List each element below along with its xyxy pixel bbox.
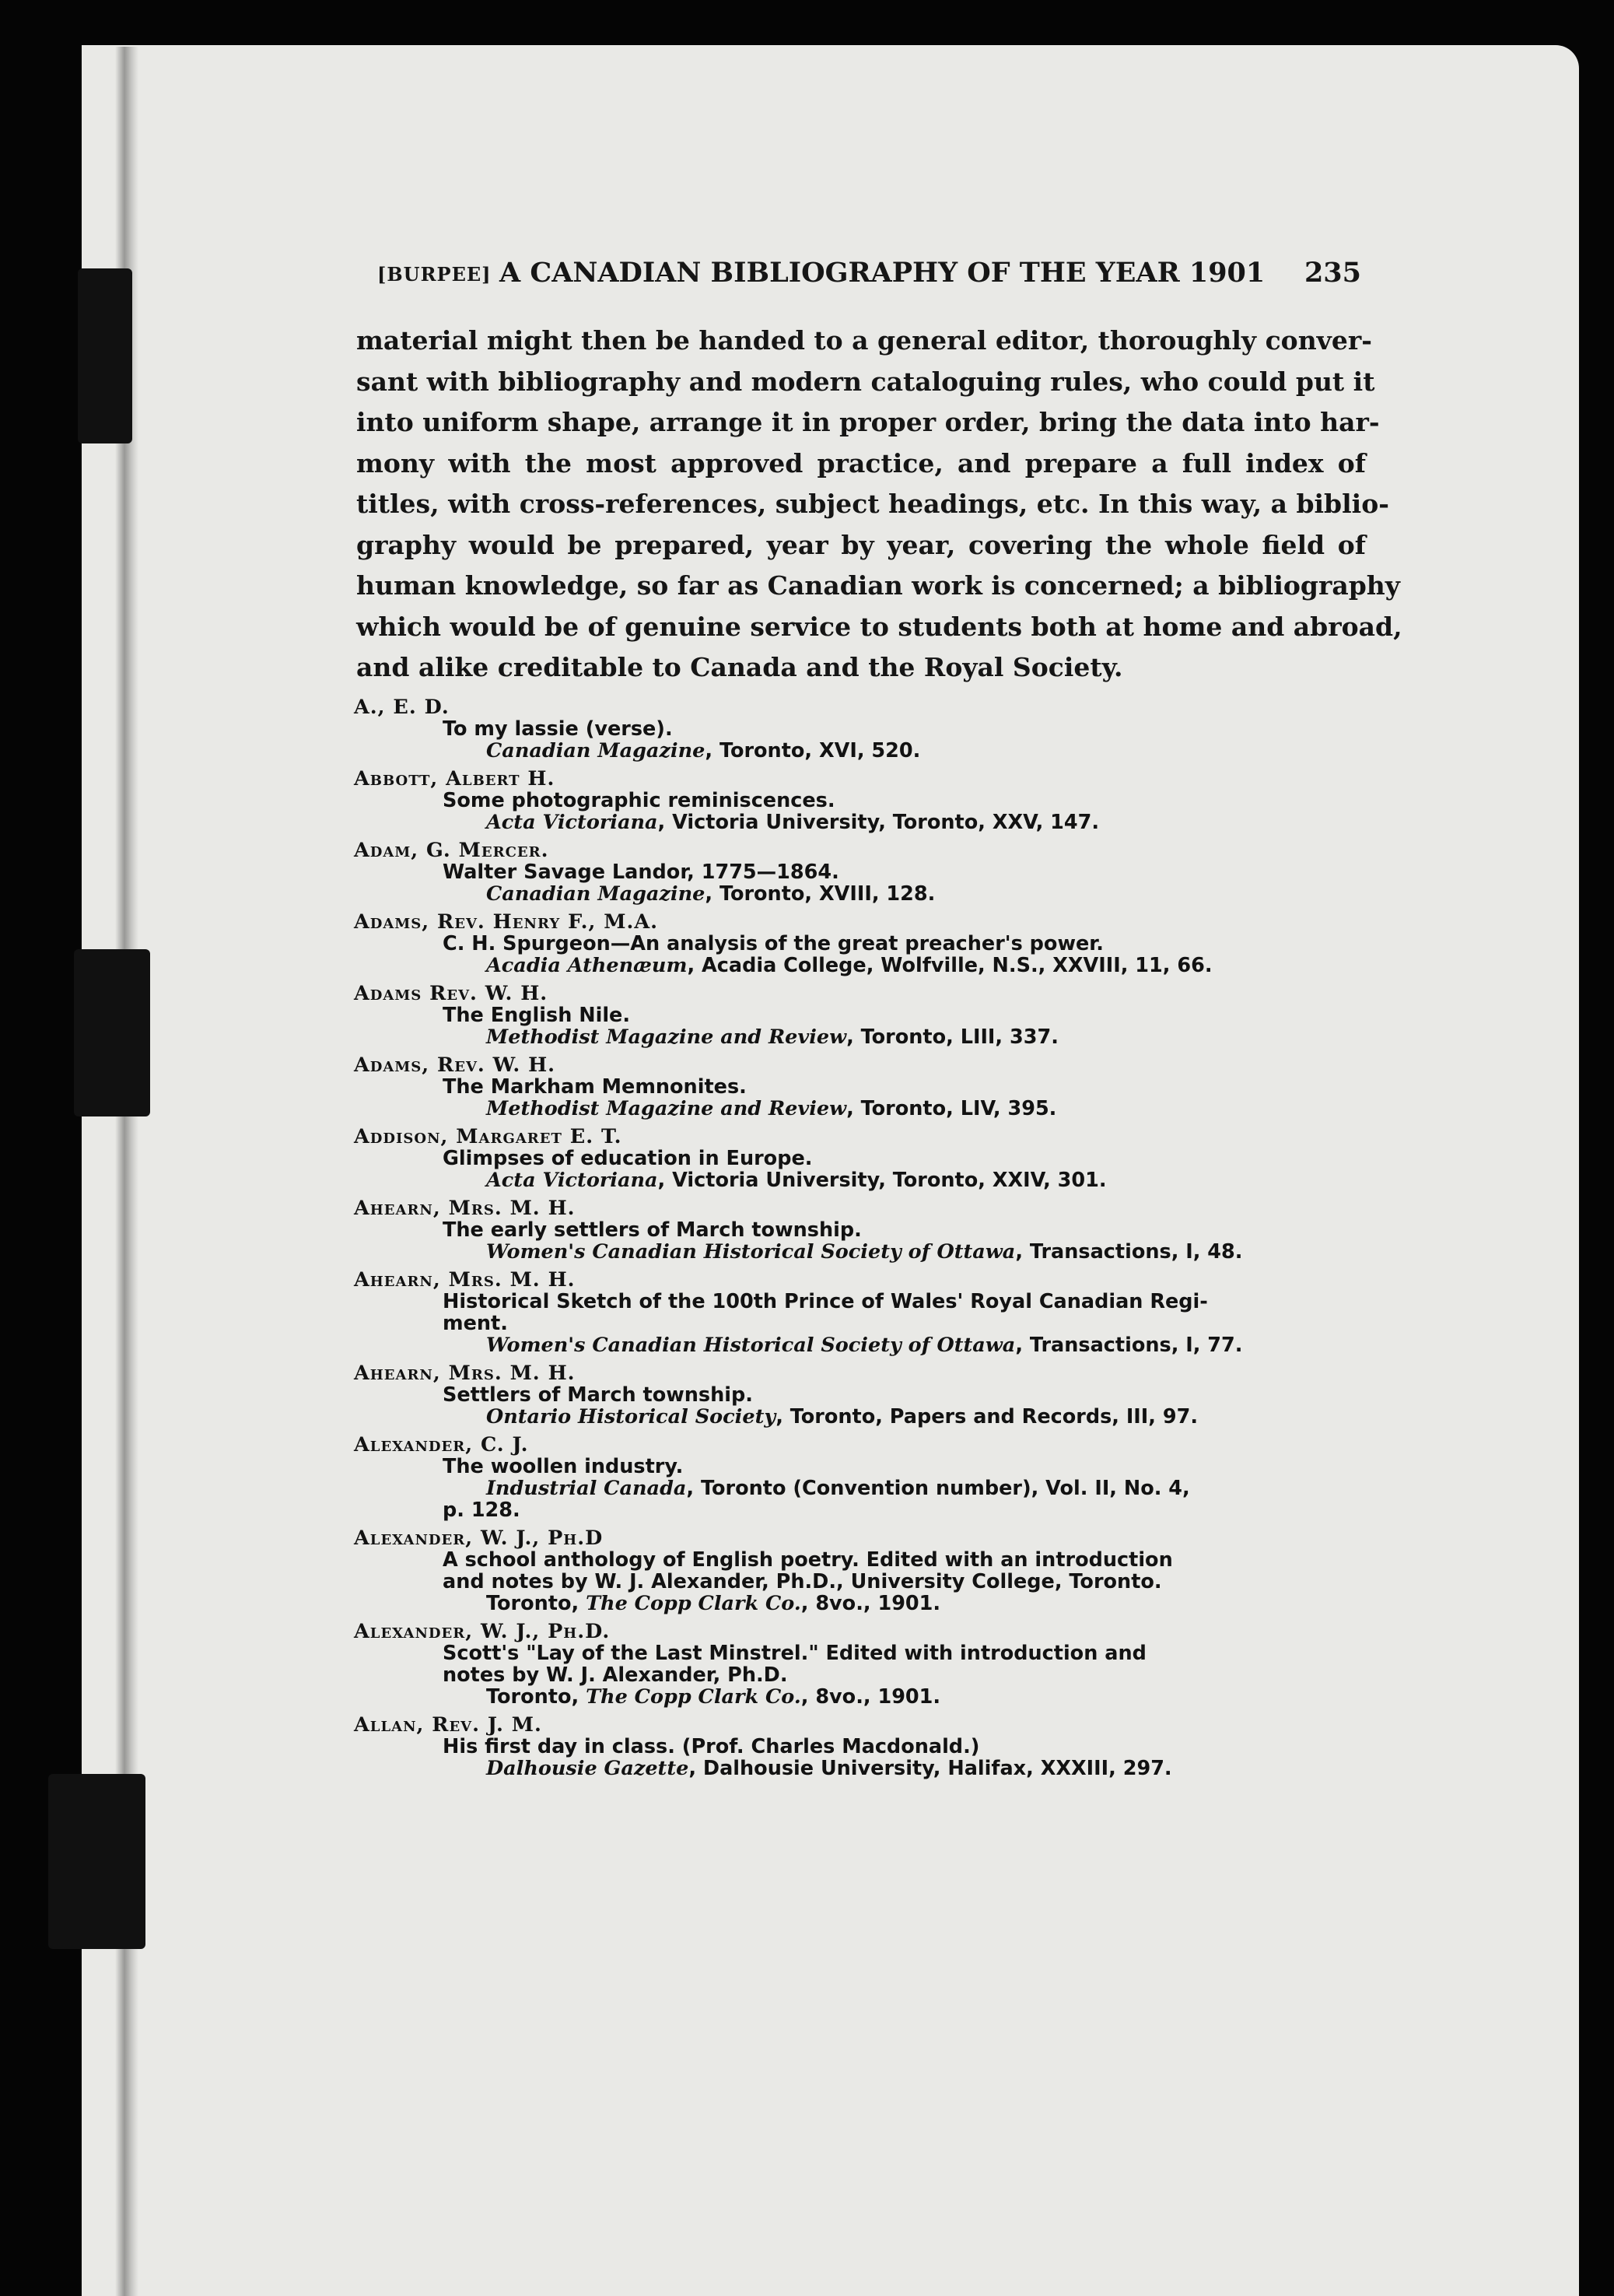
entry-source [354,1758,1365,1779]
source-name: Dalhousie Gazette [486,1757,689,1780]
source-name: Women's Canadian Historical Society of Ottawa [486,1334,1016,1357]
publisher-details: , 8vo., 1901. [800,1685,941,1709]
intro-line: material might then be handed to a general editor, thoroughly conver- [356,325,1372,356]
entry-title: To my lassie (verse). [443,717,673,741]
bibliography-entry [354,1054,1365,1120]
entry-author: Alexander, C. J. [354,1433,529,1456]
source-details: , Toronto, XVI, 520. [705,739,921,762]
intro-line: which would be of genuine service to students both at home and abroad, [356,611,1402,642]
entry-author: Ahearn, Mrs. M. H. [354,1197,576,1220]
entry-title-continued: notes by W. J. Alexander, Ph.D. [443,1663,788,1687]
source-name: Canadian Magazine [486,882,705,906]
entry-source-continued: p. 128. [443,1499,520,1522]
source-details: , Transactions, I, 77. [1015,1334,1243,1357]
entry-publisher [354,1686,1365,1708]
entry-author: Addison, Margaret E. T. [354,1125,622,1148]
publisher-name: The Copp Clark Co. [586,1592,801,1615]
source-name: Industrial Canada [486,1477,687,1500]
running-title: A CANADIAN BIBLIOGRAPHY OF THE YEAR 1901 [499,257,1266,289]
source-details: , Toronto (Convention number), Vol. II, No. 4, [686,1477,1190,1500]
entry-source [354,955,1365,976]
publisher-name: The Copp Clark Co. [586,1685,801,1709]
source-details: , Acadia College, Wolfville, N.S., XXVIII, 11, 66. [687,954,1213,977]
entry-title-continued: ment. [443,1312,508,1335]
bibliography-entry [354,1621,1365,1708]
bibliography-entry [354,911,1365,976]
entry-title: Glimpses of education in Europe. [443,1147,813,1170]
entry-source [354,1334,1365,1356]
entry-author: Allan, Rev. J. M. [354,1713,542,1737]
entry-title: Settlers of March township. [443,1383,753,1407]
source-name: Ontario Historical Society [486,1405,776,1428]
publisher-place: Toronto, [486,1685,586,1709]
publisher-details: , 8vo., 1901. [800,1592,941,1615]
entry-source [354,811,1365,833]
entry-source [354,1098,1365,1120]
entry-title: Some photographic reminiscences. [443,789,835,812]
entry-source [354,883,1365,905]
entry-title: His first day in class. (Prof. Charles Macdonald.) [443,1735,980,1758]
source-name: Methodist Magazine and Review [486,1097,847,1120]
scan-blot [74,949,150,1116]
bibliography-entry [354,1362,1365,1428]
source-details: , Victoria University, Toronto, XXIV, 301. [657,1169,1107,1192]
entry-author: Ahearn, Mrs. M. H. [354,1362,576,1385]
entry-author: Ahearn, Mrs. M. H. [354,1268,576,1292]
entry-title: The English Nile. [443,1004,631,1027]
entry-source [354,1169,1365,1191]
source-name: Canadian Magazine [486,739,705,762]
intro-line: into uniform shape, arrange it in proper order, bring the data into har- [356,407,1380,437]
source-details: , Toronto, LIV, 395. [846,1097,1057,1120]
scan-blot [48,1774,145,1949]
entry-title: The Markham Memnonites. [443,1075,747,1099]
entry-title: Scott's "Lay of the Last Minstrel." Edited with introduction and [443,1642,1147,1665]
entry-author: Alexander, W. J., Ph.D. [354,1620,611,1643]
bibliography-entry [354,1126,1365,1191]
entry-source [354,1026,1365,1048]
entry-title: Walter Savage Landor, 1775—1864. [443,861,839,884]
source-name: Women's Canadian Historical Society of Ottawa [486,1240,1016,1264]
bibliography-entry [354,840,1365,905]
bibliography-entry [354,696,1365,762]
entry-title: The woollen industry. [443,1455,684,1478]
running-header [377,257,1361,296]
entry-title: C. H. Spurgeon—An analysis of the great preacher's power. [443,932,1104,955]
intro-line: mony with the most approved practice, and prepare a full index of [356,447,1366,478]
bibliography-entry [354,1434,1365,1521]
source-name: Acta Victoriana [486,1169,658,1192]
intro-line: graphy would be prepared, year by year, covering the whole field of [356,529,1366,560]
entry-title-continued: and notes by W. J. Alexander, Ph.D., University College, Toronto. [443,1570,1162,1593]
source-details: , Victoria University, Toronto, XXV, 147. [657,811,1100,834]
entry-publisher [354,1593,1365,1614]
page-number: 235 [1304,257,1361,289]
bibliography-entry [354,1269,1365,1356]
source-name: Acta Victoriana [486,811,658,834]
intro-paragraph [356,321,1402,689]
scan-blot [78,268,132,443]
entry-source [354,1406,1365,1428]
source-details: , Toronto, Papers and Records, III, 97. [775,1405,1199,1428]
bibliography-entries [354,696,1365,1786]
entry-title: The early settlers of March township. [443,1218,862,1242]
entry-author: A., E. D. [354,696,450,719]
source-details: , Transactions, I, 48. [1015,1240,1243,1264]
entry-source [354,1241,1365,1263]
source-details: , Toronto, XVIII, 128. [705,882,936,906]
source-details: , Toronto, LIII, 337. [846,1025,1059,1049]
running-tag: [BURPEE] [377,263,492,286]
bibliography-entry [354,768,1365,833]
bibliography-entry [354,1714,1365,1779]
intro-line: titles, with cross-references, subject headings, etc. In this way, a biblio- [356,489,1389,519]
entry-title: Historical Sketch of the 100th Prince of Wales' Royal Canadian Regi- [443,1290,1208,1313]
entry-source [354,740,1365,762]
bibliography-entry [354,1527,1365,1614]
entry-author: Adams Rev. W. H. [354,982,548,1005]
intro-line: human knowledge, so far as Canadian work is concerned; a bibliography [356,570,1400,601]
source-name: Methodist Magazine and Review [486,1025,847,1049]
publisher-place: Toronto, [486,1592,586,1615]
bibliography-entry [354,983,1365,1048]
entry-author: Abbott, Albert H. [354,767,555,790]
entry-author: Adam, G. Mercer. [354,839,549,862]
intro-line: and alike creditable to Canada and the Royal Society. [356,652,1123,682]
intro-line: sant with bibliography and modern cataloguing rules, who could put it [356,366,1375,397]
entry-author: Adams, Rev. Henry F., M.A. [354,910,659,934]
bibliography-entry [354,1197,1365,1263]
entry-author: Adams, Rev. W. H. [354,1053,556,1077]
source-details: , Dalhousie University, Halifax, XXXIII, 297. [688,1757,1172,1780]
entry-title: A school anthology of English poetry. Edited with an introduction [443,1548,1173,1572]
entry-source [354,1478,1365,1499]
entry-author: Alexander, W. J., Ph.D [354,1527,604,1550]
source-name: Acadia Athenæum [486,954,688,977]
